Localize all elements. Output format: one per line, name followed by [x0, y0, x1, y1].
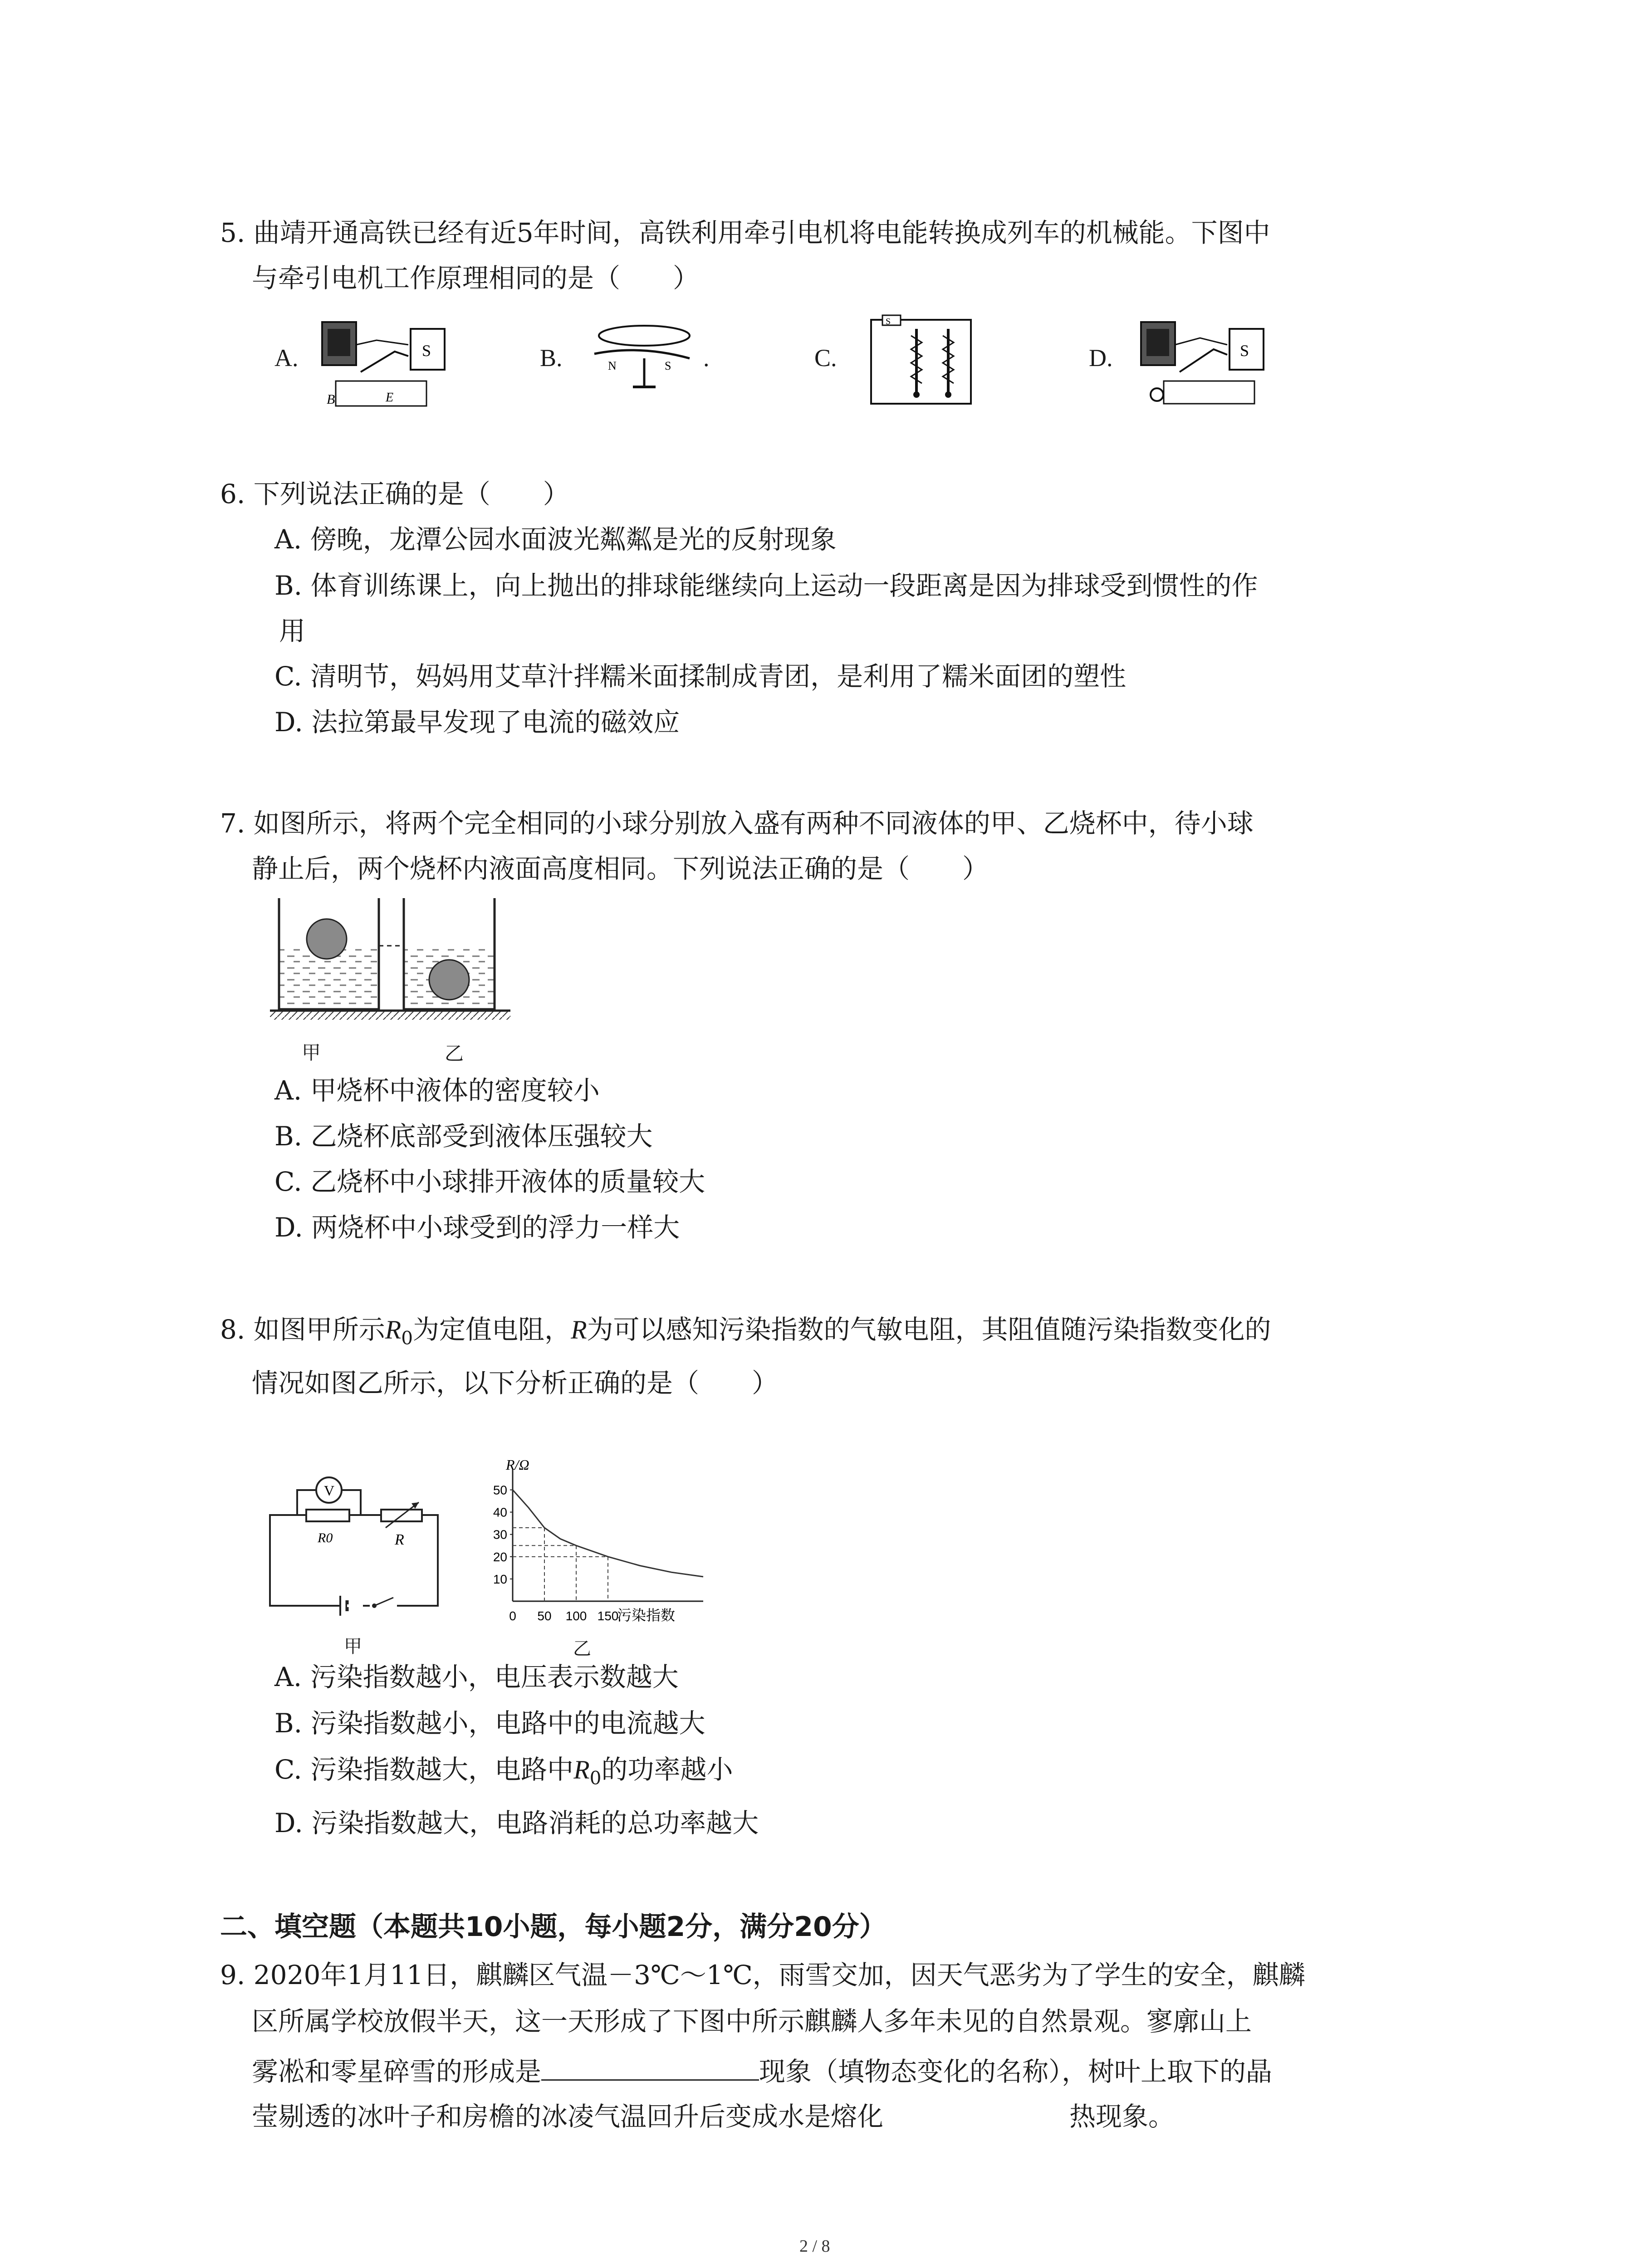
q7-label-jia: 甲: [302, 1041, 321, 1064]
q7-option-d: D. 两烧杯中小球受到的浮力一样大: [274, 1212, 680, 1243]
q8-chart-caption: 乙: [573, 1638, 591, 1659]
q5-option-b-period: .: [703, 344, 710, 371]
q8-resistance-chart: [481, 1452, 717, 1642]
q8-stem-line1: 8. 如图甲所示$R_0$为定值电阻，R为可以感知污染指数的气敏电阻，其阻值随污染指数变化的: [220, 1314, 1271, 1349]
q6-option-d: D. 法拉第最早发现了电流的磁效应: [274, 707, 680, 738]
q9-line4: 莹剔透的冰叶子和房檐的冰凌气温回升后变成水是熔化 热现象。: [252, 2101, 1175, 2132]
svg-text:N: N: [608, 359, 617, 372]
q8-option-c: C. 污染指数越大，电路中$R_0$的功率越小: [274, 1754, 733, 1789]
q7-option-b: B. 乙烧杯底部受到液体压强较大: [274, 1121, 653, 1152]
q7-option-a: A. 甲烧杯中液体的密度较小: [274, 1075, 600, 1106]
q6-option-b-line1: B. 体育训练课上，向上抛出的排球能继续向上运动一段距离是因为排球受到惯性的作: [274, 570, 1258, 601]
q6-option-a: A. 傍晚，龙潭公园水面波光粼粼是光的反射现象: [274, 524, 837, 555]
q8-circuit-caption: 甲: [344, 1636, 362, 1657]
q9-blank-2[interactable]: [883, 2102, 1069, 2126]
r0-label: R0: [318, 1530, 333, 1545]
q5-option-c-label: C.: [814, 344, 837, 371]
q7-stem-line1: 7. 如图所示，将两个完全相同的小球分别放入盛有两种不同液体的甲、乙烧杯中，待小球: [220, 808, 1254, 839]
page-number: 2 / 8: [799, 2237, 830, 2256]
chart-ylabel: R/Ω: [506, 1457, 529, 1473]
chart-y-tick-label: 50: [493, 1483, 507, 1497]
q6-option-c: C. 清明节，妈妈用艾草汁拌糯米面揉制成青团，是利用了糯米面团的塑性: [274, 661, 1127, 692]
q9-line3: 雾凇和零星碎雪的形成是 现象（填物态变化的名称），树叶上取下的晶: [252, 2056, 1273, 2087]
section-2-heading: 二、填空题（本题共10小题，每小题2分，满分20分）: [220, 1911, 887, 1943]
q9-line2: 区所属学校放假半天，这一天形成了下图中所示麒麟人多年未见的自然景观。寥廓山上: [252, 2006, 1252, 2037]
chart-xlabel: 污染指数: [617, 1607, 676, 1624]
chart-y-tick-label: 10: [493, 1572, 507, 1586]
q7-label-yi: 乙: [445, 1042, 464, 1065]
q5-option-d-figure: [1136, 313, 1268, 411]
q9-blank-1[interactable]: [541, 2056, 759, 2081]
chart-axes: [513, 1470, 703, 1601]
chart-x-tick-label: 50: [537, 1609, 552, 1623]
svg-text:S: S: [665, 359, 671, 372]
chart-y-tick-label: 20: [493, 1549, 507, 1564]
q7-beakers-figure: [270, 894, 524, 1034]
svg-text:S: S: [1240, 342, 1249, 360]
chart-y-tick-label: 40: [493, 1505, 507, 1520]
q7-stem-line2: 静止后，两个烧杯内液面高度相同。下列说法正确的是（ ）: [252, 853, 989, 884]
q8-option-b: B. 污染指数越小，电路中的电流越大: [274, 1708, 705, 1739]
chart-x-tick-label: 150: [597, 1609, 619, 1623]
q5-stem-line1: 5. 曲靖开通高铁已经有近5年时间，高铁利用牵引电机将电能转换成列车的机械能。下图中: [220, 217, 1270, 248]
svg-text:S: S: [422, 342, 431, 360]
q5-option-c-figure: [862, 311, 980, 408]
svg-text:S: S: [886, 317, 891, 327]
q8-stem-line2: 情况如图乙所示，以下分析正确的是（ ）: [252, 1368, 779, 1398]
svg-text:E: E: [386, 391, 394, 405]
chart-x-tick-label: 100: [565, 1609, 587, 1623]
voltmeter-label: V: [324, 1482, 335, 1499]
q5-option-a-label: A.: [274, 344, 299, 371]
q9-line1: 9. 2020年1月11日，麒麟区气温－3℃～1℃，雨雪交加，因天气恶劣为了学生的安全，麒麟: [220, 1960, 1305, 1990]
chart-x-tick-label: 0: [509, 1609, 516, 1623]
q5-stem-line2: 与牵引电机工作原理相同的是（ ）: [252, 263, 700, 293]
q5-option-a-figure: [318, 313, 449, 411]
q6-stem: 6. 下列说法正确的是（ ）: [220, 479, 569, 509]
svg-text:B: B: [327, 392, 335, 407]
q8-option-a: A. 污染指数越小，电压表示数越大: [274, 1662, 679, 1692]
q6-option-b-line2: 用: [279, 616, 306, 646]
q8-circuit-figure: [265, 1474, 447, 1619]
chart-ticks: [493, 1483, 619, 1623]
q8-option-d: D. 污染指数越大，电路消耗的总功率越大: [274, 1808, 759, 1838]
q5-option-b-label: B.: [540, 344, 563, 371]
r-label: R: [395, 1531, 404, 1548]
chart-y-tick-label: 30: [493, 1527, 507, 1542]
q5-option-d-label: D.: [1089, 344, 1113, 371]
q5-option-b-figure: [585, 320, 703, 397]
q7-option-c: C. 乙烧杯中小球排开液体的质量较大: [274, 1166, 705, 1197]
